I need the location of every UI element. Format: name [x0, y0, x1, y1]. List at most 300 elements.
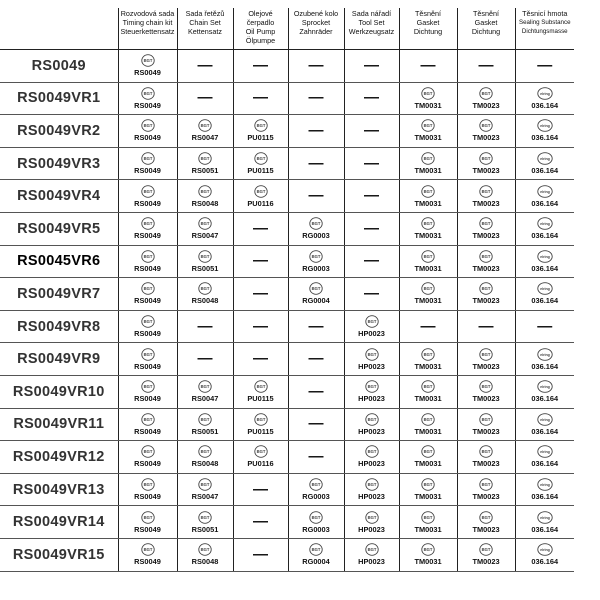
bgt-logo-icon: [478, 478, 494, 491]
svg-text:BGT: BGT: [423, 416, 433, 422]
bgt-logo-icon: [253, 185, 269, 198]
kit-code: RS0049VR3: [0, 147, 118, 180]
svg-text:BGT: BGT: [200, 188, 210, 194]
not-applicable-dash: —: [197, 89, 213, 107]
header-line: Těsnicí hmota: [522, 9, 568, 18]
svg-text:elring: elring: [539, 124, 550, 129]
bgt-logo-icon: [478, 413, 494, 426]
part-number: RS0049: [134, 296, 161, 306]
part-number: TM0031: [414, 231, 442, 241]
svg-text:BGT: BGT: [256, 449, 265, 455]
chain-set-column-cell: [177, 278, 233, 311]
not-applicable-dash: —: [364, 187, 379, 205]
chain-set-column-cell: [177, 473, 233, 506]
part-number: RS0049: [134, 394, 161, 404]
header-line: Sada nářadí: [351, 9, 392, 18]
sealing-substance-column-cell: [515, 278, 574, 311]
svg-text:BGT: BGT: [311, 482, 321, 488]
chain-set-column-cell: [177, 343, 233, 376]
part-number: TM0023: [472, 133, 500, 143]
svg-text:elring: elring: [539, 91, 550, 96]
bgt-logo-icon: [478, 217, 494, 230]
kit-code: RS0049VR4: [0, 180, 118, 213]
header-line: Gasket: [474, 18, 498, 27]
timing-chain-kit-column-cell: [118, 375, 177, 408]
timing-chain-kit-column-cell: [118, 441, 177, 474]
bgt-logo-icon: [140, 250, 156, 263]
header-line: Dichtungsmasse: [521, 28, 568, 35]
timing-chain-kit-column-cell: [118, 115, 177, 148]
not-applicable-dash: —: [364, 56, 379, 74]
kit-code-column-header: [0, 8, 118, 50]
part-number: PU0116: [247, 459, 274, 469]
part-number: TM0023: [472, 263, 500, 273]
svg-text:BGT: BGT: [481, 286, 491, 292]
kit-code: RS0049VR1: [0, 82, 118, 115]
kit-code: RS0049VR8: [0, 310, 118, 343]
tool-set-column-cell: [344, 441, 399, 474]
svg-text:BGT: BGT: [143, 188, 152, 194]
gasket-column-1-cell: [399, 115, 457, 148]
bgt-logo-icon: [253, 119, 269, 132]
bgt-logo-icon: [308, 217, 324, 230]
gasket-column-1-cell: [399, 180, 457, 213]
part-number: TM0023: [472, 524, 500, 534]
svg-text:BGT: BGT: [423, 123, 433, 129]
svg-text:BGT: BGT: [143, 547, 152, 553]
kit-code: RS0049VR9: [0, 343, 118, 376]
sealing-substance-column-header: [515, 8, 574, 50]
bgt-logo-icon: [364, 445, 380, 458]
svg-text:elring: elring: [539, 483, 550, 488]
table-row: [0, 212, 574, 245]
chain-set-column-header: [177, 8, 233, 50]
bgt-logo-icon: [253, 445, 269, 458]
bgt-logo-icon: [420, 511, 436, 524]
svg-text:BGT: BGT: [423, 286, 433, 292]
not-applicable-dash: —: [308, 56, 324, 74]
svg-text:BGT: BGT: [423, 351, 433, 357]
sealing-substance-column-cell: [515, 408, 574, 441]
header-line: Steuerkettensatz: [120, 27, 175, 36]
gasket-column-1-cell: [399, 278, 457, 311]
oil-pump-column-cell: [233, 473, 288, 506]
header-row: [0, 8, 574, 50]
bgt-logo-icon: [197, 119, 213, 132]
svg-text:BGT: BGT: [200, 482, 210, 488]
svg-text:BGT: BGT: [143, 253, 152, 259]
oil-pump-column-cell: [233, 375, 288, 408]
part-number: 036.164: [531, 524, 559, 534]
bgt-logo-icon: [140, 282, 156, 295]
svg-text:BGT: BGT: [423, 547, 433, 553]
svg-text:BGT: BGT: [143, 90, 152, 96]
svg-text:BGT: BGT: [481, 221, 491, 227]
elring-logo-icon: [537, 511, 553, 524]
gasket-column-2-cell: [457, 408, 515, 441]
svg-text:BGT: BGT: [200, 253, 210, 259]
tool-set-column-cell: [344, 50, 399, 83]
svg-text:elring: elring: [539, 352, 550, 357]
sprocket-column-cell: [288, 180, 344, 213]
part-number: 036.164: [531, 296, 559, 306]
part-number: TM0031: [414, 524, 442, 534]
bgt-logo-icon: [197, 250, 213, 263]
sprocket-column-cell: [288, 212, 344, 245]
part-number: RS0047: [191, 492, 219, 502]
tool-set-column-cell: [344, 473, 399, 506]
svg-text:BGT: BGT: [143, 416, 152, 422]
bgt-logo-icon: [478, 511, 494, 524]
gasket-column-1-cell: [399, 245, 457, 278]
header-line: Těsnění: [473, 9, 499, 18]
gasket-column-1-cell: [399, 212, 457, 245]
kit-code: RS0049VR5: [0, 212, 118, 245]
part-number: RS0049: [134, 557, 161, 567]
bgt-logo-icon: [364, 478, 380, 491]
not-applicable-dash: —: [364, 154, 379, 172]
chain-set-column-cell: [177, 115, 233, 148]
sealing-substance-column-cell: [515, 538, 574, 571]
bgt-logo-icon: [478, 282, 494, 295]
timing-chain-kit-column-cell: [118, 343, 177, 376]
bgt-logo-icon: [420, 478, 436, 491]
not-applicable-dash: —: [420, 56, 436, 74]
bgt-logo-icon: [197, 282, 213, 295]
elring-logo-icon: [537, 119, 553, 132]
elring-logo-icon: [537, 87, 553, 100]
sealing-substance-column-cell: [515, 441, 574, 474]
bgt-logo-icon: [197, 413, 213, 426]
header-line: Werkzeugsatz: [348, 27, 395, 36]
part-number: HP0023: [358, 459, 385, 469]
part-number: TM0023: [472, 557, 500, 567]
svg-text:BGT: BGT: [143, 123, 152, 129]
bgt-logo-icon: [420, 380, 436, 393]
part-number: RS0049: [134, 68, 161, 78]
part-number: TM0023: [472, 231, 500, 241]
table-row: [0, 375, 574, 408]
chain-set-column-cell: [177, 408, 233, 441]
tool-set-column-header: [344, 8, 399, 50]
svg-text:BGT: BGT: [481, 188, 491, 194]
oil-pump-column-cell: [233, 310, 288, 343]
svg-text:BGT: BGT: [256, 123, 265, 129]
bgt-logo-icon: [364, 511, 380, 524]
not-applicable-dash: —: [364, 219, 379, 237]
bgt-logo-icon: [197, 217, 213, 230]
header-line: Rozvodová sada: [120, 9, 175, 18]
sprocket-column-cell: [288, 50, 344, 83]
bgt-logo-icon: [364, 413, 380, 426]
bgt-logo-icon: [420, 348, 436, 361]
sprocket-column-header: [288, 8, 344, 50]
sealing-substance-column-cell: [515, 343, 574, 376]
not-applicable-dash: —: [253, 89, 268, 107]
svg-text:BGT: BGT: [481, 253, 491, 259]
bgt-logo-icon: [140, 185, 156, 198]
tool-set-column-cell: [344, 115, 399, 148]
part-number: TM0023: [472, 426, 500, 436]
header-line: Ölpumpe: [245, 36, 276, 45]
tool-set-column-cell: [344, 310, 399, 343]
part-number: TM0031: [414, 198, 442, 208]
not-applicable-dash: —: [478, 317, 494, 335]
bgt-logo-icon: [253, 380, 269, 393]
oil-pump-column-cell: [233, 441, 288, 474]
svg-text:BGT: BGT: [311, 253, 321, 259]
not-applicable-dash: —: [253, 350, 268, 368]
not-applicable-dash: —: [537, 317, 553, 335]
svg-text:BGT: BGT: [481, 384, 491, 390]
bgt-logo-icon: [478, 380, 494, 393]
part-number: RG0003: [302, 524, 330, 534]
part-number: PU0115: [247, 426, 274, 436]
svg-text:elring: elring: [539, 385, 550, 390]
svg-text:BGT: BGT: [143, 319, 152, 325]
bgt-logo-icon: [197, 543, 213, 556]
not-applicable-dash: —: [364, 89, 379, 107]
sealing-substance-column-cell: [515, 180, 574, 213]
part-number: PU0116: [247, 198, 274, 208]
bgt-logo-icon: [140, 54, 156, 67]
part-number: TM0031: [414, 557, 442, 567]
gasket-column-1-cell: [399, 50, 457, 83]
not-applicable-dash: —: [253, 56, 268, 74]
gasket-column-2-cell: [457, 473, 515, 506]
header-line: Tool Set: [358, 18, 385, 27]
svg-text:BGT: BGT: [143, 514, 152, 520]
chain-set-column-cell: [177, 506, 233, 539]
part-number: TM0023: [472, 198, 500, 208]
bgt-logo-icon: [420, 119, 436, 132]
chain-set-column-cell: [177, 50, 233, 83]
svg-text:BGT: BGT: [423, 188, 433, 194]
bgt-logo-icon: [140, 543, 156, 556]
timing-chain-kit-column-cell: [118, 180, 177, 213]
part-number: 036.164: [531, 263, 559, 273]
part-number: RS0049: [134, 492, 161, 502]
svg-text:BGT: BGT: [200, 449, 210, 455]
svg-text:BGT: BGT: [481, 416, 491, 422]
svg-text:BGT: BGT: [423, 449, 433, 455]
gasket-column-2-cell: [457, 245, 515, 278]
gasket-column-1-cell: [399, 375, 457, 408]
not-applicable-dash: —: [308, 447, 324, 465]
part-number: RG0003: [302, 231, 330, 241]
bgt-logo-icon: [420, 445, 436, 458]
not-applicable-dash: —: [253, 480, 268, 498]
timing-chain-kit-column-cell: [118, 538, 177, 571]
svg-text:BGT: BGT: [423, 482, 433, 488]
header-line: Olejové čerpadlo: [246, 9, 275, 27]
oil-pump-column-cell: [233, 538, 288, 571]
part-number: TM0031: [414, 296, 442, 306]
svg-text:elring: elring: [539, 287, 550, 292]
bgt-logo-icon: [420, 250, 436, 263]
table-body: [0, 50, 574, 572]
header-line: Gasket: [416, 18, 440, 27]
svg-text:BGT: BGT: [423, 514, 433, 520]
header-line: Sprocket: [301, 18, 331, 27]
oil-pump-column-cell: [233, 212, 288, 245]
part-number: TM0031: [414, 459, 442, 469]
bgt-logo-icon: [478, 348, 494, 361]
part-number: HP0023: [358, 524, 385, 534]
kit-code: RS0049VR10: [0, 375, 118, 408]
part-number: TM0031: [414, 263, 442, 273]
part-number: RS0049: [134, 133, 161, 143]
sprocket-column-cell: [288, 278, 344, 311]
not-applicable-dash: —: [308, 187, 324, 205]
bgt-logo-icon: [420, 87, 436, 100]
part-number: RS0051: [191, 166, 219, 176]
gasket-column-2-cell: [457, 115, 515, 148]
part-number: RS0048: [191, 296, 219, 306]
svg-text:BGT: BGT: [423, 90, 433, 96]
svg-text:BGT: BGT: [367, 416, 376, 422]
gasket-column-2-cell: [457, 50, 515, 83]
part-number: 036.164: [531, 492, 559, 502]
kit-code: RS0049VR11: [0, 408, 118, 441]
sealing-substance-column-cell: [515, 50, 574, 83]
sprocket-column-cell: [288, 343, 344, 376]
chain-set-column-cell: [177, 441, 233, 474]
part-number: RS0048: [191, 198, 219, 208]
kit-code: RS0049VR13: [0, 473, 118, 506]
svg-text:BGT: BGT: [200, 123, 210, 129]
bgt-logo-icon: [478, 250, 494, 263]
kit-code: RS0049VR14: [0, 506, 118, 539]
bgt-logo-icon: [308, 511, 324, 524]
oil-pump-column-cell: [233, 408, 288, 441]
sealing-substance-column-cell: [515, 212, 574, 245]
svg-text:BGT: BGT: [143, 384, 152, 390]
part-number: RS0051: [191, 263, 219, 273]
bgt-logo-icon: [140, 87, 156, 100]
header-line: Zahnräder: [299, 27, 333, 36]
part-number: RS0047: [191, 231, 219, 241]
table-row: [0, 278, 574, 311]
not-applicable-dash: —: [197, 350, 213, 368]
svg-text:elring: elring: [539, 515, 550, 520]
not-applicable-dash: —: [197, 317, 213, 335]
timing-chain-kit-column-header: [118, 8, 177, 50]
not-applicable-dash: —: [308, 154, 324, 172]
tool-set-column-cell: [344, 408, 399, 441]
bgt-logo-icon: [140, 413, 156, 426]
svg-text:BGT: BGT: [256, 188, 265, 194]
svg-text:elring: elring: [539, 189, 550, 194]
svg-text:BGT: BGT: [367, 514, 376, 520]
chain-set-column-cell: [177, 212, 233, 245]
kit-code: RS0049VR12: [0, 441, 118, 474]
svg-text:BGT: BGT: [200, 416, 210, 422]
part-number: RS0049: [134, 198, 161, 208]
bgt-logo-icon: [478, 185, 494, 198]
table-row: [0, 82, 574, 115]
bgt-logo-icon: [420, 217, 436, 230]
part-number: RG0003: [302, 263, 330, 273]
header-line: Chain Set: [189, 18, 221, 27]
elring-logo-icon: [537, 217, 553, 230]
sprocket-column-cell: [288, 245, 344, 278]
not-applicable-dash: —: [308, 350, 324, 368]
gasket-column-2-cell: [457, 441, 515, 474]
bgt-logo-icon: [420, 185, 436, 198]
bgt-logo-icon: [364, 380, 380, 393]
header-line: Ozubené kolo: [293, 9, 339, 18]
svg-text:BGT: BGT: [200, 156, 210, 162]
table-row: [0, 147, 574, 180]
timing-chain-kit-column-cell: [118, 50, 177, 83]
part-number: TM0023: [472, 459, 500, 469]
part-number: RS0051: [191, 426, 219, 436]
bgt-logo-icon: [308, 282, 324, 295]
part-number: 036.164: [531, 361, 559, 371]
sprocket-column-cell: [288, 441, 344, 474]
svg-text:BGT: BGT: [143, 449, 152, 455]
tool-set-column-cell: [344, 278, 399, 311]
elring-logo-icon: [537, 478, 553, 491]
part-number: PU0115: [247, 394, 274, 404]
timing-chain-kit-column-cell: [118, 82, 177, 115]
gasket-column-1-cell: [399, 147, 457, 180]
bgt-logo-icon: [140, 348, 156, 361]
sealing-substance-column-cell: [515, 310, 574, 343]
svg-text:BGT: BGT: [143, 221, 152, 227]
svg-text:elring: elring: [539, 417, 550, 422]
not-applicable-dash: —: [253, 317, 268, 335]
sprocket-column-cell: [288, 82, 344, 115]
part-number: 036.164: [531, 557, 559, 567]
table-row: [0, 180, 574, 213]
bgt-logo-icon: [140, 380, 156, 393]
sealing-substance-column-cell: [515, 506, 574, 539]
bgt-logo-icon: [364, 543, 380, 556]
tool-set-column-cell: [344, 375, 399, 408]
header-line: Kettensatz: [188, 27, 222, 36]
table-row: [0, 473, 574, 506]
svg-text:BGT: BGT: [200, 286, 210, 292]
svg-text:elring: elring: [539, 548, 550, 553]
part-number: TM0023: [472, 394, 500, 404]
part-number: TM0031: [414, 166, 442, 176]
gasket-column-1-cell: [399, 441, 457, 474]
sprocket-column-cell: [288, 408, 344, 441]
part-number: TM0031: [414, 492, 442, 502]
bgt-logo-icon: [197, 478, 213, 491]
part-number: HP0023: [358, 492, 385, 502]
tool-set-column-cell: [344, 245, 399, 278]
elring-logo-icon: [537, 250, 553, 263]
table-row: [0, 50, 574, 83]
part-number: TM0023: [472, 296, 500, 306]
not-applicable-dash: —: [364, 284, 379, 302]
elring-logo-icon: [537, 543, 553, 556]
bgt-logo-icon: [364, 315, 380, 328]
header-line: Těsnění: [415, 9, 441, 18]
gasket-column-2-cell: [457, 343, 515, 376]
bgt-logo-icon: [197, 445, 213, 458]
bgt-logo-icon: [420, 413, 436, 426]
gasket-column-2-cell: [457, 310, 515, 343]
bgt-logo-icon: [253, 413, 269, 426]
bgt-logo-icon: [140, 478, 156, 491]
part-number: 036.164: [531, 426, 559, 436]
not-applicable-dash: —: [308, 382, 324, 400]
not-applicable-dash: —: [253, 545, 268, 563]
